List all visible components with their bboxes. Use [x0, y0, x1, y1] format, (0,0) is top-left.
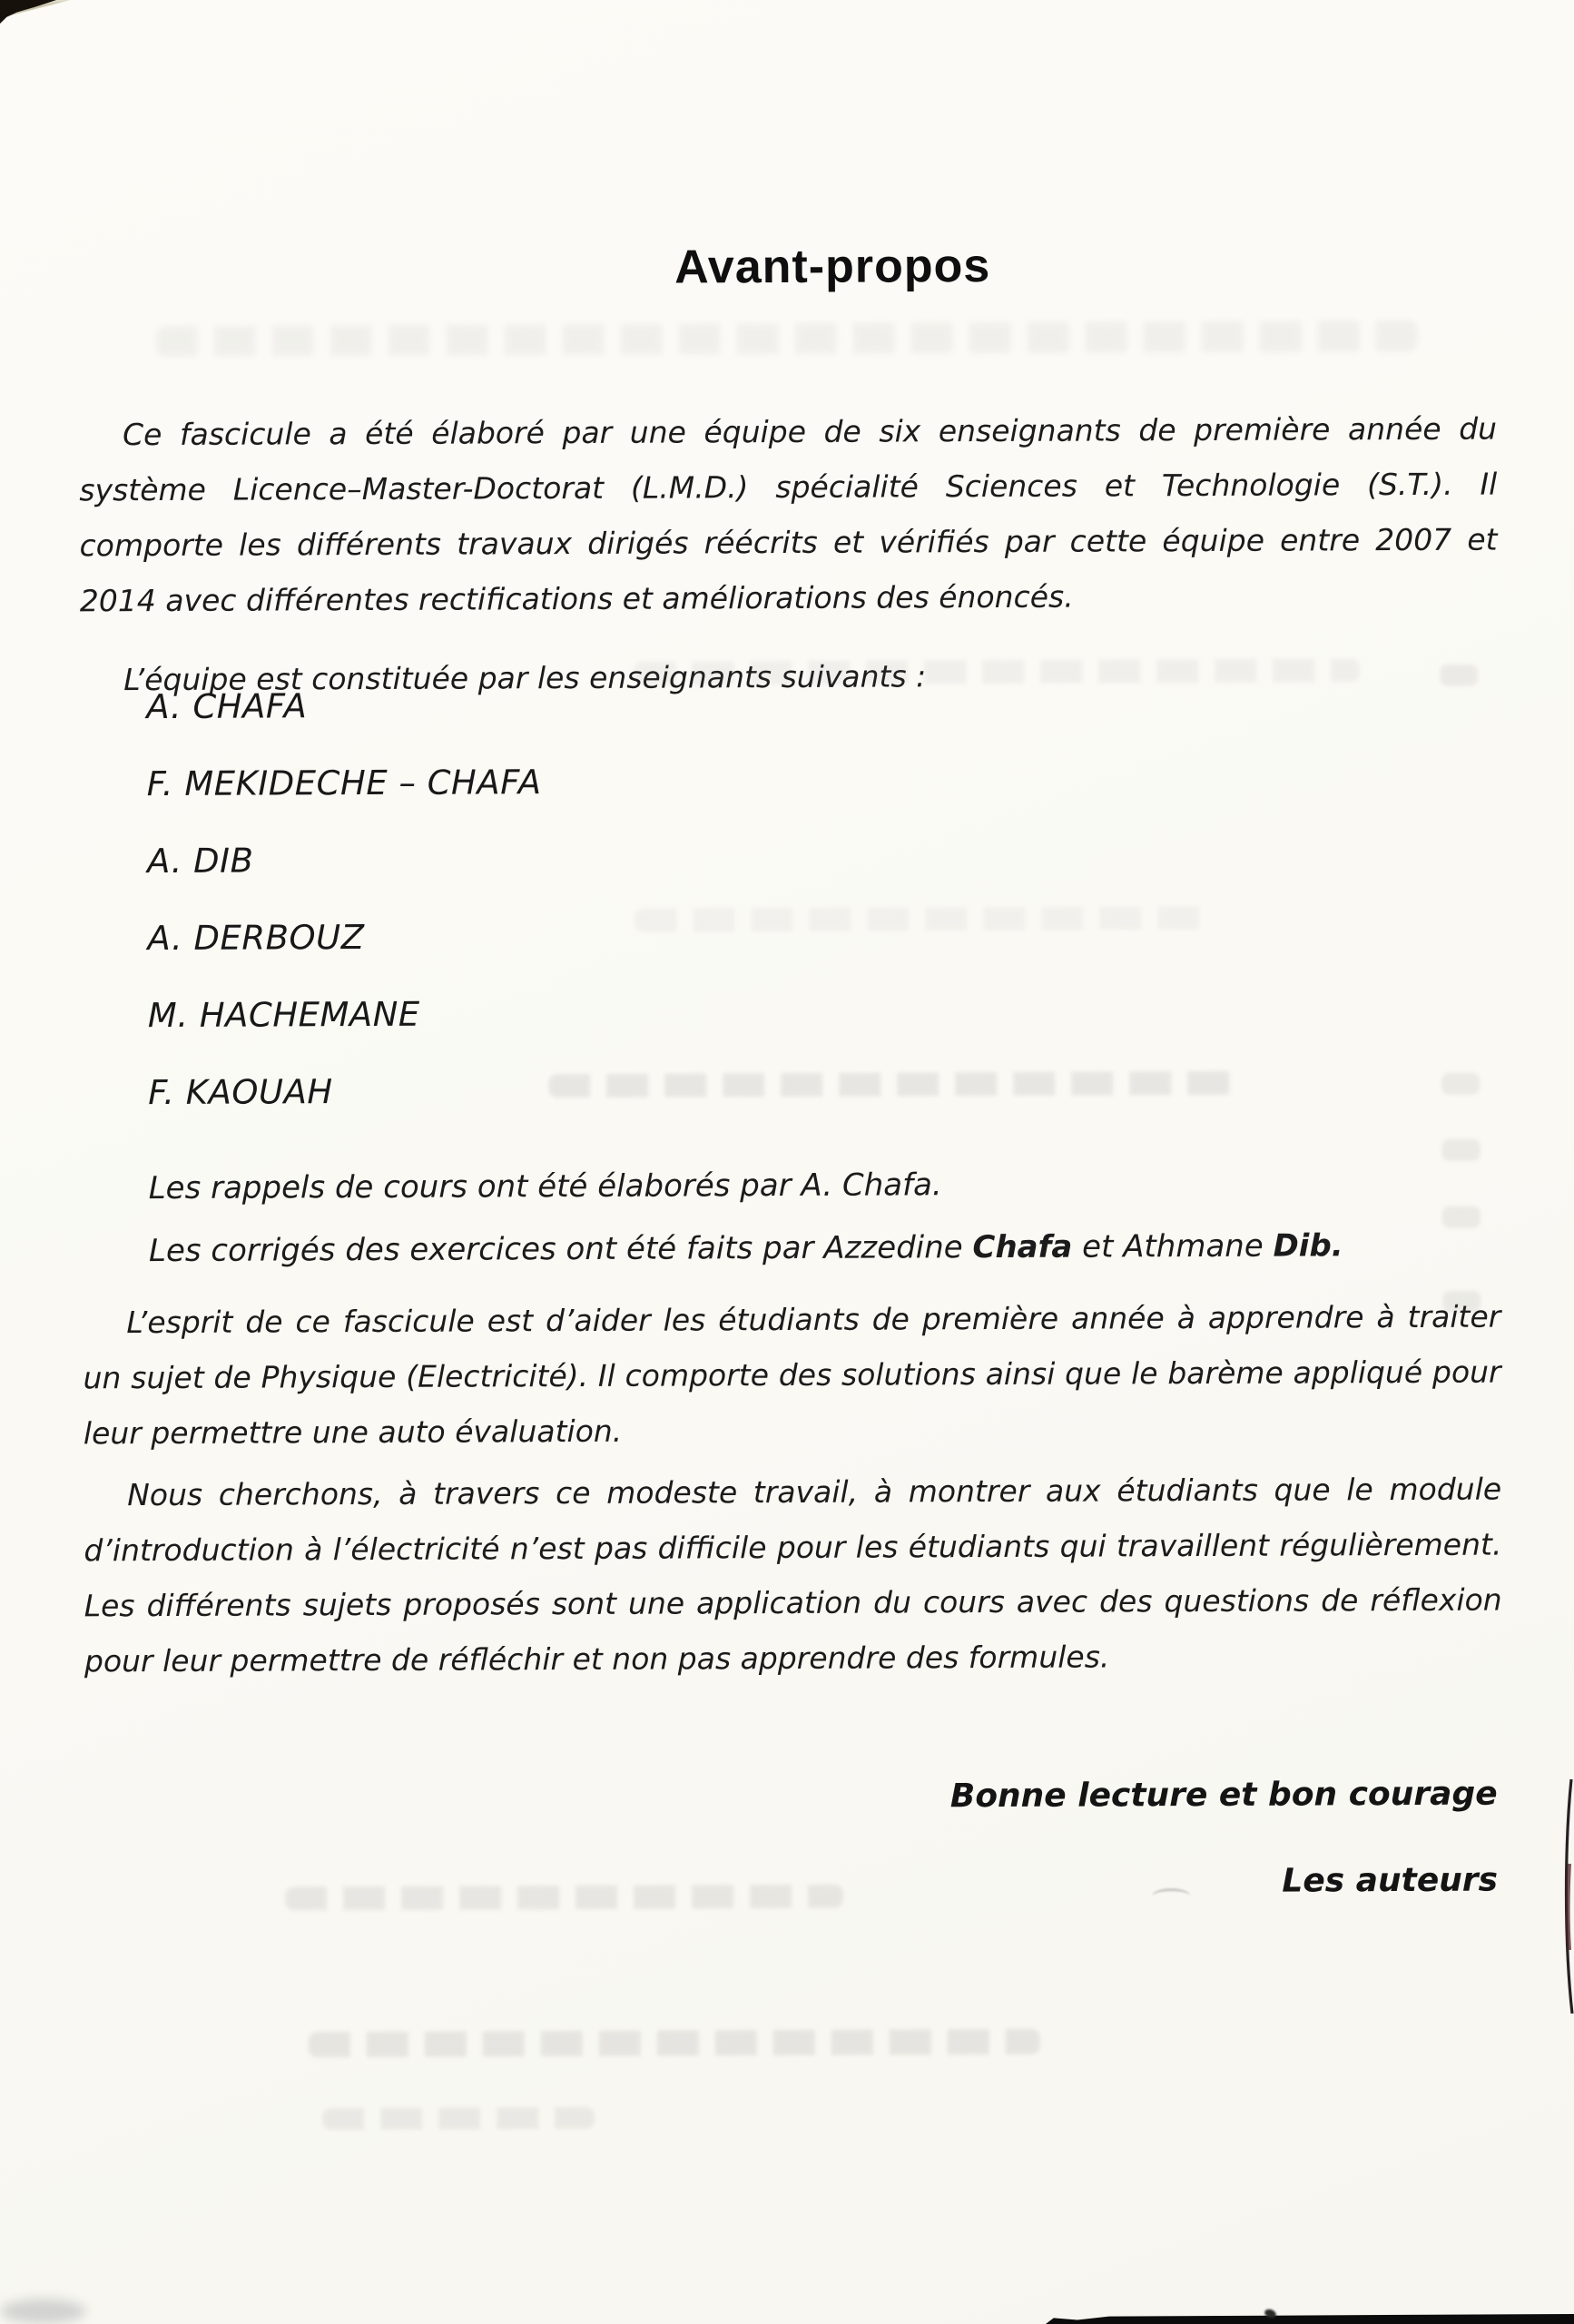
closing-wish-line: Bonne lecture et bon courage [949, 1775, 1498, 1816]
bleed-through-smudge [322, 2107, 595, 2130]
author-name: F. KAOUAH [148, 1072, 333, 1113]
author-name: F. MEKIDECHE – CHAFA [146, 763, 542, 804]
bleed-through-smudge [634, 658, 1360, 684]
team-intro-line: L’équipe est constituée par les enseignants suivants : [123, 658, 927, 698]
bleed-through-smudge [1440, 665, 1478, 686]
bleed-through-smudge [156, 320, 1418, 357]
author-name: A. DIB [147, 841, 254, 881]
rappels-credit-line: Les rappels de cours ont été élaborés par A. Chafa. [148, 1167, 942, 1207]
foreword-paragraph-2: L’esprit de ce fascicule est d’aider les étudiants de première année à apprendre à traiter un sujet de Physique (Electricité). Il comporte des solutions ainsi que le barème appliqué pour leur permettre une auto évaluation. [83, 1298, 1501, 1452]
bleed-through-smudge [548, 1071, 1238, 1098]
bottom-left-smudge [0, 2299, 86, 2324]
author-name: A. CHAFA [146, 686, 308, 727]
corriges-bold-name: Dib. [1273, 1227, 1343, 1265]
bleed-through-smudge [1441, 1139, 1480, 1161]
bleed-through-smudge [1442, 1206, 1481, 1228]
bleed-through-smudge [285, 1885, 843, 1911]
right-edge-scan-line [1561, 1777, 1574, 2015]
author-name: M. HACHEMANE [147, 994, 420, 1036]
pen-squiggle-mark [1152, 1888, 1190, 1904]
corriges-bold-name: Chafa [972, 1228, 1073, 1266]
foreword-paragraph-3: Nous cherchons, à travers ce modeste travail, à montrer aux étudiants que le module d’introduction à l’électricité n’est pas difficile pour les étudiants qui travaillent régulièrement. Les différents sujets proposés sont une application du cours avec des questions de réflexion pour leur permettre de réfléchir et non pas apprendre des formules. [84, 1471, 1502, 1679]
author-name: A. DERBOUZ [147, 918, 365, 959]
authors-list [146, 688, 543, 1153]
bleed-through-smudge [1442, 1291, 1481, 1313]
bleed-through-smudge [635, 906, 1215, 932]
corriges-credit-line [149, 1227, 1343, 1269]
page-title: Avant-propos [674, 239, 991, 294]
closing-signature-line: Les auteurs [1282, 1861, 1499, 1900]
foreword-paragraph-1: Ce fascicule a été élaboré par une équipe de six enseignants de première année du système Licence–Master-Doctorat (L.M.D.) spécialité Sciences et Technologie (S.T.). Il comporte les différents travaux dirigés réécrits et vérifiés par cette équipe entre 2007 et 2014 avec différentes rectifications et améliorations des énoncés. [79, 410, 1498, 619]
corriges-text: et Athmane [1072, 1227, 1274, 1265]
bleed-through-smudge [1441, 1073, 1480, 1095]
corriges-text: Les corrigés des exercices ont été faits par Azzedine [148, 1229, 973, 1270]
bleed-through-smudge [309, 2029, 1040, 2058]
